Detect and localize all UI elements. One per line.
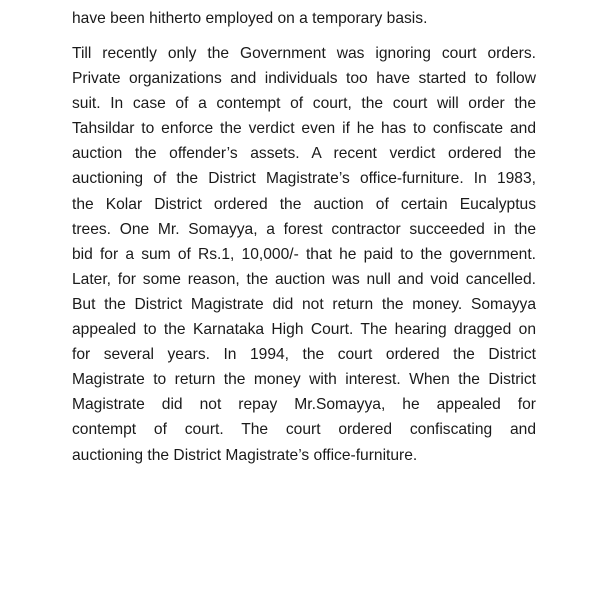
paragraph-line: But the District Magistrate did not return the money. Somayya xyxy=(72,295,536,313)
paragraph-line: bid for a sum of Rs.1, 10,000/- that he paid to the government. xyxy=(72,245,536,263)
paragraph-line: auction the offender’s assets. A recent verdict ordered the xyxy=(72,145,536,163)
paragraph-line: appealed to the Karnataka High Court. The hearing dragged on xyxy=(72,321,536,339)
paragraph-line: for several years. In 1994, the court ordered the District xyxy=(72,346,536,364)
paragraph-line: suit. In case of a contempt of court, the court will order the xyxy=(72,95,536,113)
paragraph-line: Till recently only the Government was ignoring court orders. xyxy=(72,45,536,62)
paragraph-line: Later, for some reason, the auction was null and void cancelled. xyxy=(72,270,536,288)
paragraph-line: Tahsildar to enforce the verdict even if he has to confiscate and xyxy=(72,120,536,138)
paragraph-line: Magistrate did not repay Mr.Somayya, he appealed for xyxy=(72,396,536,414)
paragraph-line: auctioning of the District Magistrate’s office-furniture. In 1983, xyxy=(72,170,536,188)
paragraph-line: Private organizations and individuals too have started to follow xyxy=(72,70,536,88)
paragraph-1 xyxy=(72,6,536,31)
paragraph-line: contempt of court. The court ordered confiscating and xyxy=(72,421,536,439)
paragraph-2 xyxy=(72,41,536,468)
paragraph-line: auctioning the District Magistrate’s office-furniture. xyxy=(72,446,418,464)
paragraph-line: trees. One Mr. Somayya, a forest contractor succeeded in the xyxy=(72,220,536,238)
paragraph-line: have been hitherto employed on a temporary basis. xyxy=(72,10,428,27)
paragraph-line: Magistrate to return the money with interest. When the District xyxy=(72,371,536,389)
paragraph-line: the Kolar District ordered the auction of certain Eucalyptus xyxy=(72,195,536,213)
